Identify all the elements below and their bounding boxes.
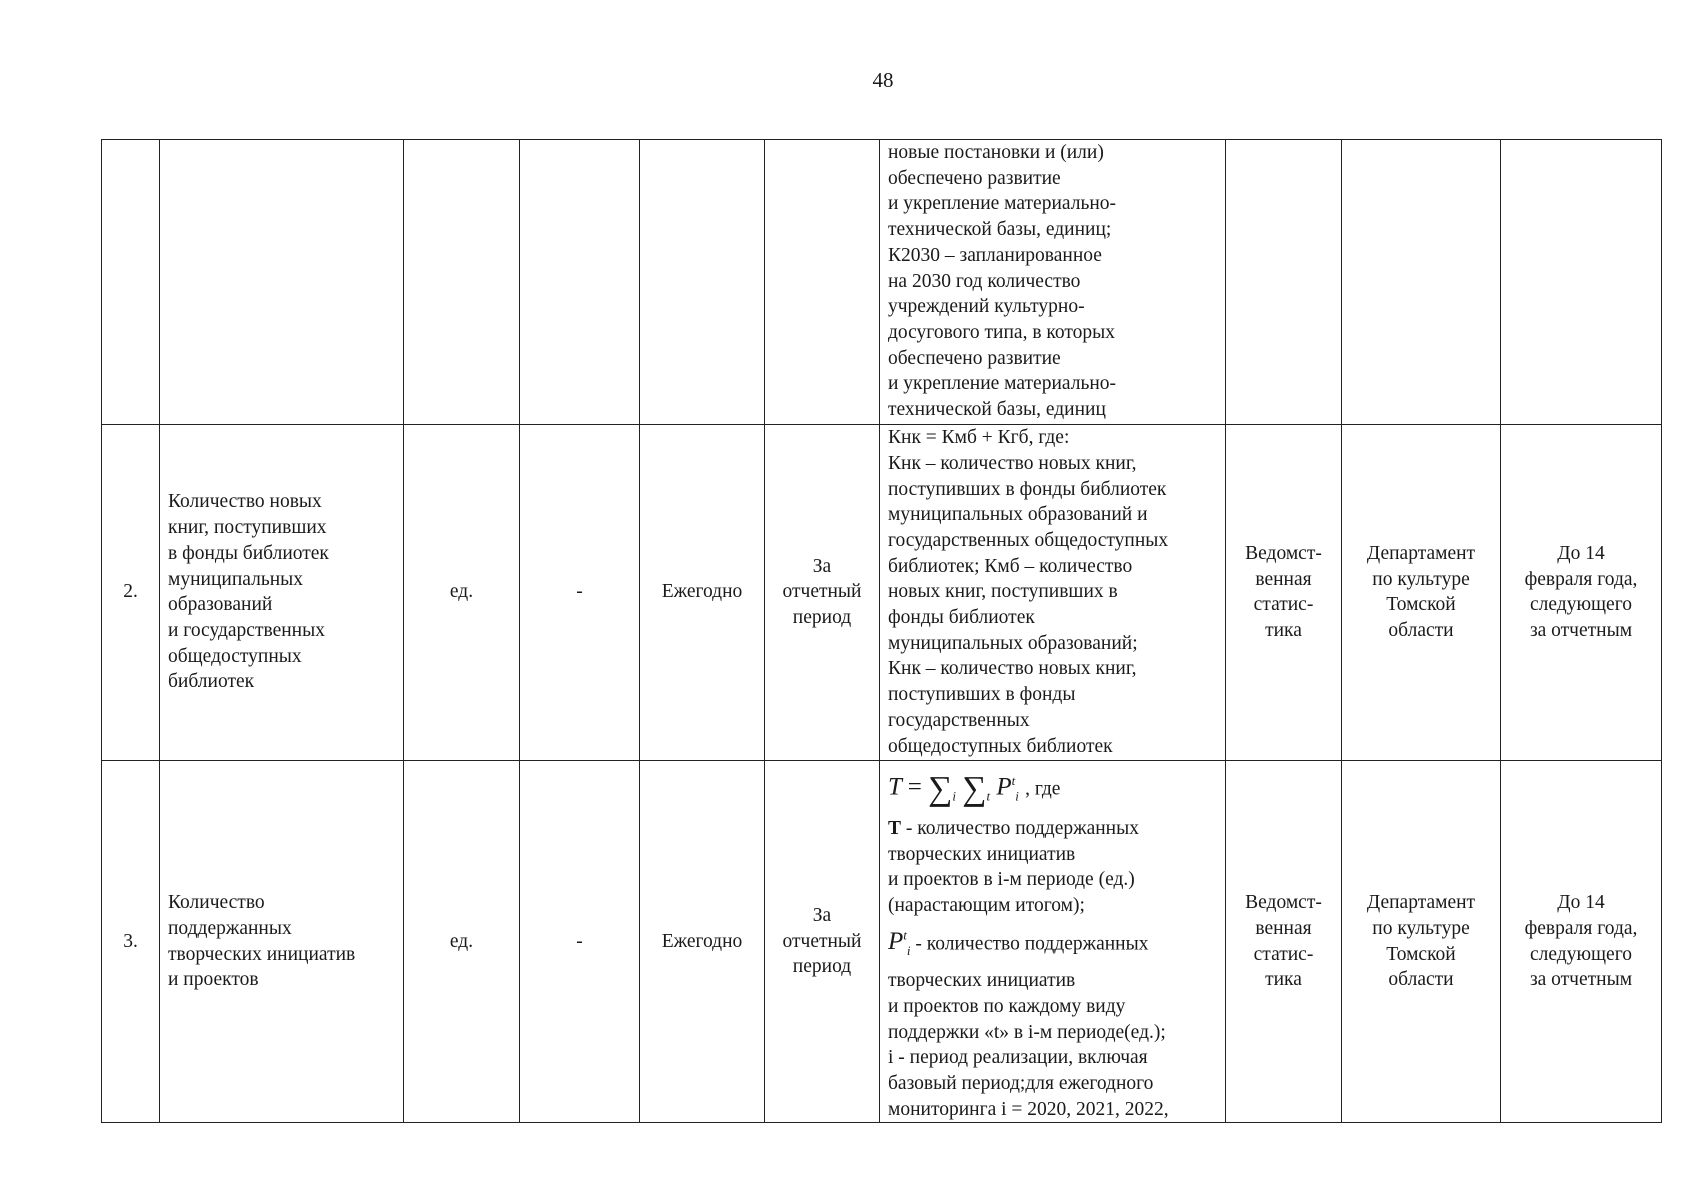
indicator-name-line: Количество: [168, 892, 265, 914]
indicator-name-line: поддержанных: [168, 917, 292, 939]
responsible-line: Томской: [1386, 943, 1456, 965]
formula-line: на 2030 год количество: [888, 270, 1081, 292]
table-row: [102, 140, 1662, 425]
indicator-name-line: в фонды библиотек: [168, 542, 329, 564]
formula-cell: [880, 760, 1226, 1123]
formula-line: Кнк – количество новых книг,: [888, 452, 1137, 474]
unit-cell: ед.: [404, 424, 520, 760]
formula-line: общедоступных библиотек: [888, 735, 1113, 757]
formula-line: поступивших в фонды библиотек: [888, 478, 1167, 500]
source-line: тика: [1265, 969, 1302, 991]
sum-formula: [888, 761, 1217, 816]
formula-line: технической базы, единиц: [888, 399, 1106, 421]
indicator-name-line: Количество новых: [168, 491, 322, 513]
formula-var-sub: i: [906, 943, 911, 959]
base-value-cell: -: [520, 424, 640, 760]
deadline-line: февраля года,: [1524, 917, 1638, 939]
responsible-cell: [1342, 760, 1501, 1123]
indicator-name-line: творческих инициатив: [168, 943, 356, 965]
formula-line: [888, 919, 1217, 968]
sum-sign: ∑: [962, 770, 987, 808]
responsible-line: Департамент: [1366, 542, 1476, 564]
formula-line: и проектов в i-м периоде (ед.): [888, 869, 1135, 891]
indicator-name-cell: [160, 760, 404, 1123]
formula-line: мониторинга i = 2020, 2021, 2022,: [888, 1098, 1169, 1120]
formula-lhs: T: [888, 773, 902, 801]
deadline-line: следующего: [1530, 943, 1632, 965]
deadline-line: за отчетным: [1529, 619, 1633, 641]
formula-line: i - период реализации, включая: [888, 1047, 1148, 1069]
formula-line: государственных: [888, 709, 1030, 731]
frequency-cell: Ежегодно: [640, 424, 765, 760]
source-line: венная: [1255, 917, 1312, 939]
formula-var-letter: P: [888, 928, 904, 956]
page-number: 48: [872, 68, 894, 92]
formula-line: новых книг, поступивших в: [888, 581, 1118, 603]
row-number-cell: 3.: [102, 760, 160, 1123]
table-row: [102, 424, 1662, 760]
formula-line: базовый период;для ежегодного: [888, 1073, 1154, 1095]
period-line: За: [812, 905, 832, 927]
row-number-cell: [102, 140, 160, 425]
deadline-cell: [1501, 424, 1662, 760]
indicators-table: [101, 139, 1662, 1123]
sum-index-t: t: [986, 788, 991, 804]
formula-symbol-T: T: [888, 818, 902, 840]
equals-sign: =: [907, 773, 922, 801]
responsible-line: Томской: [1386, 594, 1456, 616]
formula-text: - количество поддержанных: [910, 933, 1149, 955]
table-row: [102, 760, 1662, 1123]
formula-line: технической базы, единиц;: [888, 219, 1112, 241]
responsible-line: по культуре: [1372, 568, 1470, 590]
base-value-cell: [520, 140, 640, 425]
formula-text: - количество поддержанных: [901, 818, 1139, 840]
indicator-name-line: и государственных: [168, 619, 325, 641]
deadline-line: До 14: [1557, 542, 1605, 564]
deadline-line: февраля года,: [1524, 568, 1638, 590]
source-line: Ведомст-: [1245, 542, 1322, 564]
formula-line: новые постановки и (или): [888, 142, 1104, 163]
base-value-cell: -: [520, 760, 640, 1123]
period-line: отчетный: [782, 581, 862, 603]
formula-line: творческих инициатив: [888, 970, 1076, 992]
period-line: За: [812, 555, 832, 577]
formula-var-sub: i: [1015, 788, 1019, 804]
formula-tail: , где: [1025, 778, 1061, 800]
formula-line: Кнк – количество новых книг,: [888, 658, 1137, 680]
responsible-line: Департамент: [1366, 892, 1476, 914]
deadline-line: за отчетным: [1529, 969, 1633, 991]
period-cell: [765, 424, 880, 760]
formula-line: и проектов по каждому виду: [888, 995, 1126, 1017]
frequency-cell: [640, 140, 765, 425]
frequency-cell: Ежегодно: [640, 760, 765, 1123]
indicator-name-line: общедоступных: [168, 645, 302, 667]
deadline-line: До 14: [1557, 892, 1605, 914]
formula-line: фонды библиотек: [888, 607, 1035, 629]
source-line: Ведомст-: [1245, 892, 1322, 914]
indicator-name-line: образований: [168, 594, 273, 616]
formula-cell: [880, 140, 1226, 425]
formula-line: К2030 – запланированное: [888, 244, 1102, 266]
indicator-name-cell: [160, 424, 404, 760]
source-line: венная: [1255, 568, 1312, 590]
responsible-line: по культуре: [1372, 917, 1470, 939]
formula-cell: [880, 424, 1226, 760]
formula-line: поступивших в фонды: [888, 684, 1076, 706]
formula-line: библиотек; Кмб – количество: [888, 555, 1133, 577]
formula-line: досугового типа, в которых: [888, 321, 1116, 343]
indicator-name-line: и проектов: [168, 969, 259, 991]
row-number-cell: 2.: [102, 424, 160, 760]
formula-line: учреждений культурно-: [888, 296, 1085, 318]
deadline-cell: [1501, 140, 1662, 425]
responsible-cell: [1342, 424, 1501, 760]
period-line: период: [792, 956, 852, 978]
source-cell: [1226, 140, 1342, 425]
source-cell: [1226, 424, 1342, 760]
period-cell: [765, 760, 880, 1123]
indicator-name-cell: [160, 140, 404, 425]
period-cell: [765, 140, 880, 425]
indicator-name-line: муниципальных: [168, 568, 304, 590]
formula-line: муниципальных образований;: [888, 632, 1138, 654]
formula-line: обеспечено развитие: [888, 167, 1061, 189]
responsible-line: области: [1388, 969, 1454, 991]
formula-line: Кнк = Кмб + Кгб, где:: [888, 427, 1070, 449]
formula-line: муниципальных образований и: [888, 504, 1148, 526]
unit-cell: [404, 140, 520, 425]
unit-cell: ед.: [404, 760, 520, 1123]
formula-line: поддержки «t» в i-м периоде(ед.);: [888, 1021, 1166, 1043]
formula-var: P: [996, 773, 1012, 801]
formula-line: (нарастающим итогом);: [888, 895, 1085, 917]
formula-line: творческих инициатив: [888, 843, 1076, 865]
formula-line: [888, 816, 1217, 842]
responsible-cell: [1342, 140, 1501, 425]
formula-line: и укрепление материально-: [888, 193, 1117, 215]
formula-line: обеспечено развитие: [888, 347, 1061, 369]
source-line: статис-: [1253, 943, 1314, 965]
formula-var-sup: t: [1011, 772, 1016, 788]
period-line: период: [792, 607, 852, 629]
source-cell: [1226, 760, 1342, 1123]
deadline-cell: [1501, 760, 1662, 1123]
formula-line: и укрепление материально-: [888, 373, 1117, 395]
sum-sign: ∑: [928, 770, 953, 808]
deadline-line: следующего: [1530, 594, 1632, 616]
formula-line: государственных общедоступных: [888, 529, 1169, 551]
formula-var-sup: t: [903, 927, 907, 943]
indicator-name-line: книг, поступивших: [168, 517, 327, 539]
indicator-name-line: библиотек: [168, 671, 255, 693]
responsible-line: области: [1388, 619, 1454, 641]
source-line: тика: [1265, 619, 1302, 641]
source-line: статис-: [1253, 594, 1314, 616]
period-line: отчетный: [782, 930, 862, 952]
sum-index-i: i: [952, 788, 956, 804]
formula-var-P: [888, 927, 911, 959]
